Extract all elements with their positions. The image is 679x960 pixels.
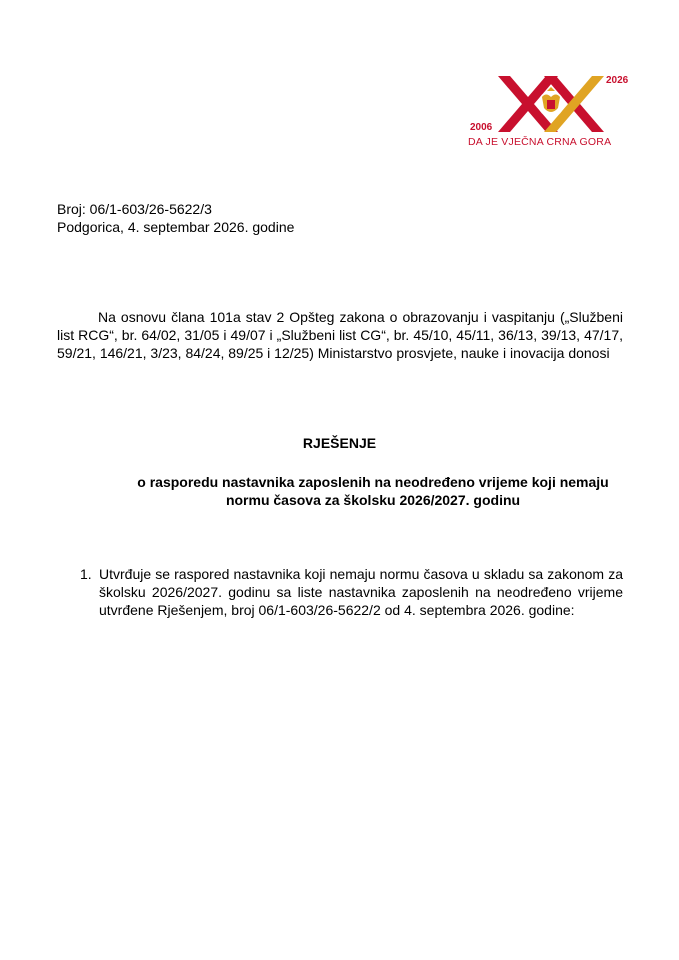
decision-title: RJEŠENJE xyxy=(302,435,377,451)
anniversary-logo xyxy=(466,70,636,150)
decision-subtitle: o rasporedu nastavnika zaposlenih na neodređeno vrijeme koji nemaju normu časova za školsku 2026/2027. godinu xyxy=(137,474,609,508)
document-number: Broj: 06/1-603/26-5622/3 xyxy=(57,201,212,217)
intro-text: Na osnovu člana 101a stav 2 Opšteg zakona o obrazovanju i vaspitanju („Službeni list RCG“, br. 64/02, 31/05 i 49/07 i „Službeni list CG“, br. 45/10, 45/11, 36/13, 39/13, 47/17, 59/21, 146/21, 3/23, 84/24, 89/25 i 12/25) Ministarstvo prosvjete, nauke i inovacija donosi xyxy=(57,309,623,361)
list-item xyxy=(80,565,623,619)
document-place-date: Podgorica, 4. septembar 2026. godine xyxy=(57,219,295,235)
list-item-number: 1. xyxy=(80,566,92,582)
logo-year-left: 2006 xyxy=(470,122,493,133)
intro-paragraph xyxy=(57,308,623,362)
list-item-text: Utvrđuje se raspored nastavnika koji nemaju normu časova u skladu sa zakonom za školsku 2026/2027. godinu sa liste nastavnika zaposlenih na neodređeno vrijeme utvrđene Rješenjem, broj 06/1-603/26-5622/2 od 4. septembra 2026. godine: xyxy=(99,566,623,618)
logo-slogan: DA JE VJEČNA CRNA GORA xyxy=(468,136,612,148)
document-meta xyxy=(57,200,294,236)
logo-year-right: 2026 xyxy=(606,75,629,86)
